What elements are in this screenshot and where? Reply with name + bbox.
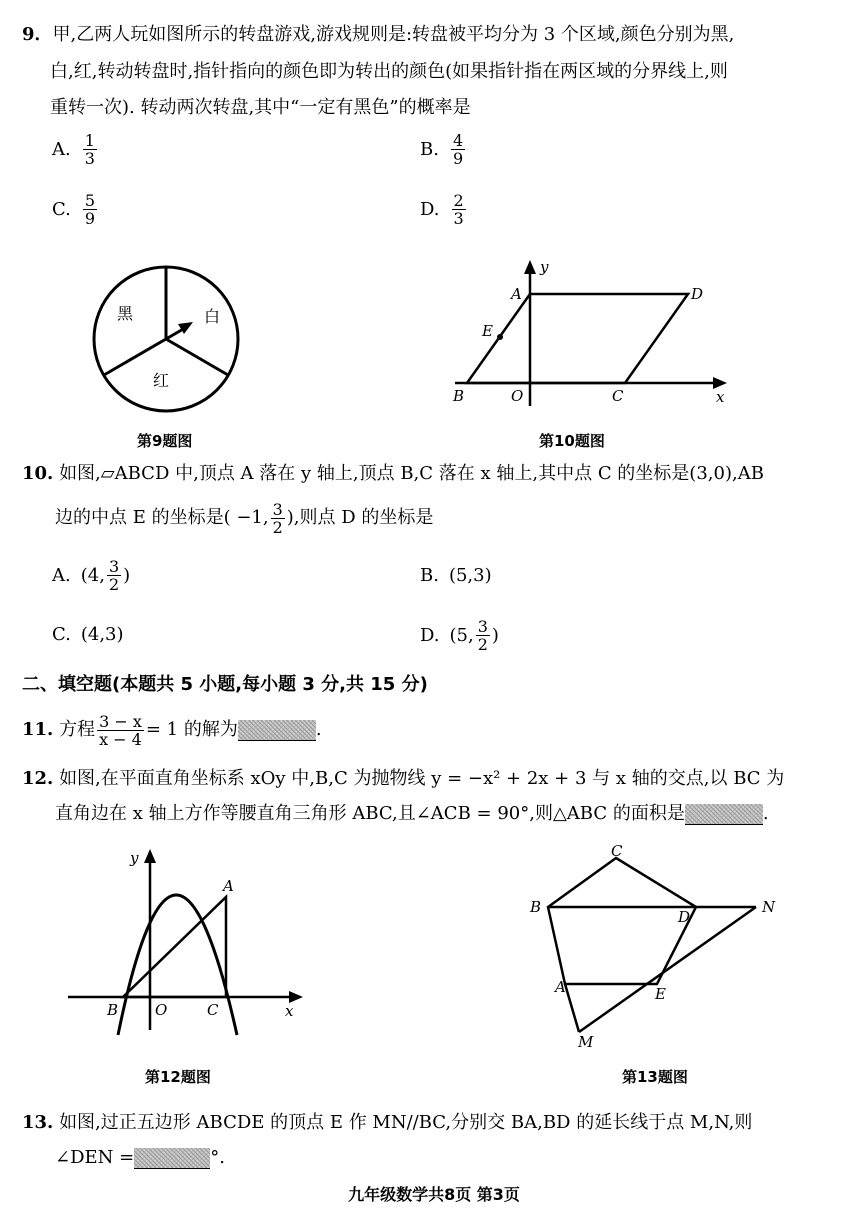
- q13-text-1: 如图,过正五边形 ABCDE 的顶点 E 作 MN//BC,分别交 BA,BD 的延长线于点 M,N,则: [59, 1112, 753, 1133]
- label-m: M: [578, 1033, 594, 1051]
- y-axis-label: y: [130, 849, 139, 867]
- option-label: D.: [420, 625, 440, 646]
- q12-text-2: 直角边在 x 轴上方作等腰直角三角形 ABC,且∠ACB = 90°,则△ABC 的面积是: [55, 803, 685, 824]
- option-text: ): [123, 565, 131, 586]
- y-axis-arrow-icon: [144, 849, 156, 863]
- q10-option-a[interactable]: [52, 558, 130, 593]
- q12-number: 12.: [22, 768, 54, 789]
- label-black: 黑: [117, 304, 134, 323]
- y-axis-arrow-icon: [524, 260, 536, 274]
- label-o: O: [155, 1001, 168, 1019]
- label-white: 白: [204, 307, 221, 326]
- numerator: 3: [477, 617, 488, 636]
- denominator: 2: [272, 517, 283, 537]
- denominator: 3: [84, 149, 95, 168]
- q11-line: [22, 710, 322, 750]
- q13-line2: [55, 1147, 225, 1169]
- label-c: C: [611, 842, 623, 860]
- q11-number: 11.: [22, 719, 54, 740]
- x-axis-label: x: [285, 1002, 294, 1020]
- numerator: 3: [108, 557, 120, 576]
- fraction: [107, 558, 121, 593]
- x-axis-label: x: [716, 388, 725, 406]
- q13-line1: [22, 1112, 752, 1134]
- q10-option-b[interactable]: [420, 565, 492, 586]
- line-mn: [579, 907, 756, 1032]
- q13-text-2b: °.: [210, 1147, 225, 1168]
- label-d: D: [691, 285, 704, 303]
- parabola-figure: [60, 845, 310, 1060]
- numerator: 5: [84, 191, 96, 210]
- label-c: C: [207, 1001, 219, 1019]
- answer-blank[interactable]: [238, 720, 316, 741]
- label-d: D: [678, 908, 691, 926]
- label-b: B: [107, 1001, 119, 1019]
- q9-line2: 白,红,转动转盘时,指针指向的颜色即为转出的颜色(如果指针指在两区域的分界线上,则: [50, 61, 728, 82]
- numerator: 2: [453, 191, 464, 210]
- triangle-abc: [123, 897, 226, 997]
- label-a: A: [223, 877, 234, 895]
- q12-line1: [22, 768, 784, 790]
- pentagon-figure: [520, 840, 790, 1055]
- point-e: [497, 334, 503, 340]
- option-text: (5,3): [448, 565, 492, 586]
- q11-text: = 1 的解为: [145, 719, 238, 740]
- q10-text-1: 如图,▱ABCD 中,顶点 A 落在 y 轴上,顶点 B,C 落在 x 轴上,其中点 C 的坐标是(3,0),AB: [59, 463, 764, 484]
- q10-number: 10.: [22, 463, 54, 484]
- q10-option-c[interactable]: [52, 624, 124, 645]
- q13-text-2: ∠DEN =: [55, 1147, 135, 1168]
- q9-number: 9．: [22, 24, 53, 45]
- option-label: A.: [52, 565, 71, 586]
- q12-line2: [55, 803, 769, 825]
- y-axis-label: y: [540, 258, 549, 276]
- page-footer: 九年级数学共8页 第3页: [348, 1185, 520, 1204]
- q11-text: 方程: [59, 719, 96, 740]
- divider-line: [104, 339, 166, 375]
- denominator: 9: [84, 209, 96, 228]
- figure10-caption: 第10题图: [539, 432, 605, 450]
- q10-text-2a: 边的中点 E 的坐标是( −1,: [55, 507, 269, 528]
- label-red: 红: [153, 371, 170, 390]
- fraction: [271, 501, 285, 536]
- section-title: 二、填空题(本题共 5 小题,每小题 3 分,共 15 分): [22, 674, 428, 695]
- label-n: N: [762, 898, 776, 916]
- fraction: [83, 132, 97, 167]
- option-label: B.: [420, 565, 439, 586]
- label-e: E: [482, 322, 493, 340]
- numerator: 4: [452, 131, 464, 150]
- q9-option-c[interactable]: [52, 192, 99, 227]
- q9-option-b[interactable]: [420, 132, 467, 167]
- parabola-curve: [118, 895, 237, 1035]
- q13-number: 13.: [22, 1112, 54, 1133]
- numerator: 1: [84, 131, 95, 150]
- figure9-caption: 第9题图: [137, 432, 193, 450]
- fraction: [97, 713, 144, 748]
- numerator: 3 − x: [99, 711, 142, 731]
- q11-text: .: [315, 719, 322, 740]
- divider-line: [166, 339, 228, 375]
- denominator: x − 4: [99, 729, 142, 749]
- denominator: 9: [452, 149, 464, 168]
- label-e: E: [655, 985, 666, 1003]
- fraction: [83, 192, 97, 227]
- q10-line2: [55, 498, 433, 538]
- fraction: [452, 192, 466, 227]
- answer-blank[interactable]: [134, 1148, 210, 1169]
- option-label: B.: [420, 139, 439, 160]
- answer-blank[interactable]: [685, 804, 763, 825]
- line-am: [565, 984, 579, 1032]
- label-c: C: [612, 387, 624, 405]
- fraction: [451, 132, 465, 167]
- option-label: C.: [52, 624, 71, 645]
- q10-line1: [22, 463, 764, 485]
- numerator: 3: [272, 499, 283, 519]
- q9-line3: 重转一次). 转动两次转盘,其中“一定有黑色”的概率是: [50, 97, 471, 118]
- q12-text-2b: .: [762, 803, 769, 824]
- q9-line1: [22, 24, 734, 46]
- spinner-figure: [80, 262, 260, 422]
- label-b: B: [453, 387, 465, 405]
- parallelogram-figure: [445, 256, 735, 411]
- label-o: O: [511, 387, 524, 405]
- denominator: 2: [108, 575, 120, 594]
- option-text: ): [491, 625, 499, 646]
- q9-option-a[interactable]: [52, 132, 99, 167]
- q10-option-d[interactable]: [420, 618, 499, 653]
- denominator: 3: [453, 209, 464, 228]
- option-label: D.: [420, 199, 440, 220]
- option-label: A.: [52, 139, 71, 160]
- q12-text-1: 如图,在平面直角坐标系 xOy 中,B,C 为抛物线 y = −x² + 2x + 3 与 x 轴的交点,以 BC 为: [59, 768, 785, 789]
- q10-text-2b: ),则点 D 的坐标是: [286, 507, 434, 528]
- label-a: A: [555, 978, 566, 996]
- option-text: (4,3): [80, 624, 124, 645]
- option-text: (5,: [449, 625, 474, 646]
- label-a: A: [511, 285, 522, 303]
- denominator: 2: [477, 635, 488, 654]
- figure13-caption: 第13题图: [622, 1068, 688, 1086]
- figure12-caption: 第12题图: [145, 1068, 211, 1086]
- q9-text-1: 甲,乙两人玩如图所示的转盘游戏,游戏规则是:转盘被平均分为 3 个区域,颜色分别为黑,: [52, 24, 735, 45]
- q9-option-d[interactable]: [420, 192, 468, 227]
- label-b: B: [530, 898, 542, 916]
- fraction: [476, 618, 490, 653]
- option-label: C.: [52, 199, 71, 220]
- option-text: (4,: [80, 565, 105, 586]
